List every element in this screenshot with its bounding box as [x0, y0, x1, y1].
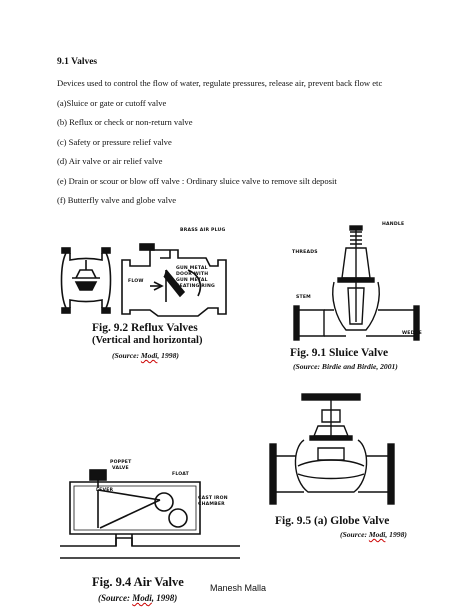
footer-author: Manesh Malla: [210, 583, 267, 593]
label-cast-iron: CAST IRON: [198, 496, 228, 501]
label-valve: VALVE: [112, 466, 129, 471]
globe-valve-drawing: [268, 388, 398, 510]
section-heading: 9.1 Valves: [57, 57, 98, 67]
label-threads: THREADS: [292, 250, 318, 255]
air-caption: Fig. 9.4 Air Valve: [92, 575, 184, 589]
air-valve-figure: [60, 460, 240, 566]
label-stem: STEM: [296, 295, 311, 300]
sluice-valve-figure: [290, 218, 430, 343]
label-gun-metal-2: GUN METAL: [176, 278, 208, 283]
intro-line: Devices used to control the flow of water, regulate pressures, release air, prevent back flow etc: [57, 78, 383, 88]
globe-valve-figure: [268, 388, 398, 510]
sluice-caption: Fig. 9.1 Sluice Valve: [290, 347, 389, 359]
globe-caption: Fig. 9.5 (a) Globe Valve: [275, 515, 390, 527]
label-door-with: DOOR WITH: [176, 272, 209, 277]
list-item-reflux: (b) Reflux or check or non-return valve: [57, 117, 193, 127]
air-source: (Source: Modi, 1998): [98, 593, 178, 603]
globe-source: (Source: Modi, 1998): [340, 530, 407, 539]
sluice-valve-drawing: [290, 218, 430, 343]
list-item-sluice: (a)Sluice or gate or cutoff valve: [57, 98, 167, 108]
list-item-drain: (e) Drain or scour or blow off valve : Ordinary sluice valve to remove silt deposit: [57, 176, 337, 186]
label-gun-metal: GUN METAL: [176, 266, 208, 271]
sluice-source: (Source: Birdie and Birdie, 2001): [293, 362, 398, 371]
list-item-safety: (c) Safety or pressure relief valve: [57, 137, 172, 147]
list-item-butterfly-globe: (f) Butterfly valve and globe valve: [57, 195, 177, 205]
list-item-air: (d) Air valve or air relief valve: [57, 156, 163, 166]
label-seating-ring: SEATING RING: [176, 284, 215, 289]
reflux-source: (Source: Modi, 1998): [112, 351, 179, 360]
air-valve-drawing: [60, 466, 240, 566]
label-poppet: POPPET: [110, 460, 132, 465]
label-lever: LEVER: [96, 488, 114, 493]
label-handle: HANDLE: [382, 222, 405, 227]
label-chamber: CHAMBER: [198, 502, 225, 507]
label-wedge: WEDGE: [402, 331, 422, 336]
label-float: FLOAT: [172, 472, 190, 477]
reflux-caption: Fig. 9.2 Reflux Valves: [92, 322, 198, 334]
reflux-valve-figure: [58, 230, 238, 322]
label-flow: FLOW: [128, 279, 144, 284]
label-brass-air-plug: BRASS AIR PLUG: [180, 228, 226, 233]
reflux-valve-drawing: [58, 230, 238, 322]
reflux-subcaption: (Vertical and horizontal): [92, 335, 203, 346]
